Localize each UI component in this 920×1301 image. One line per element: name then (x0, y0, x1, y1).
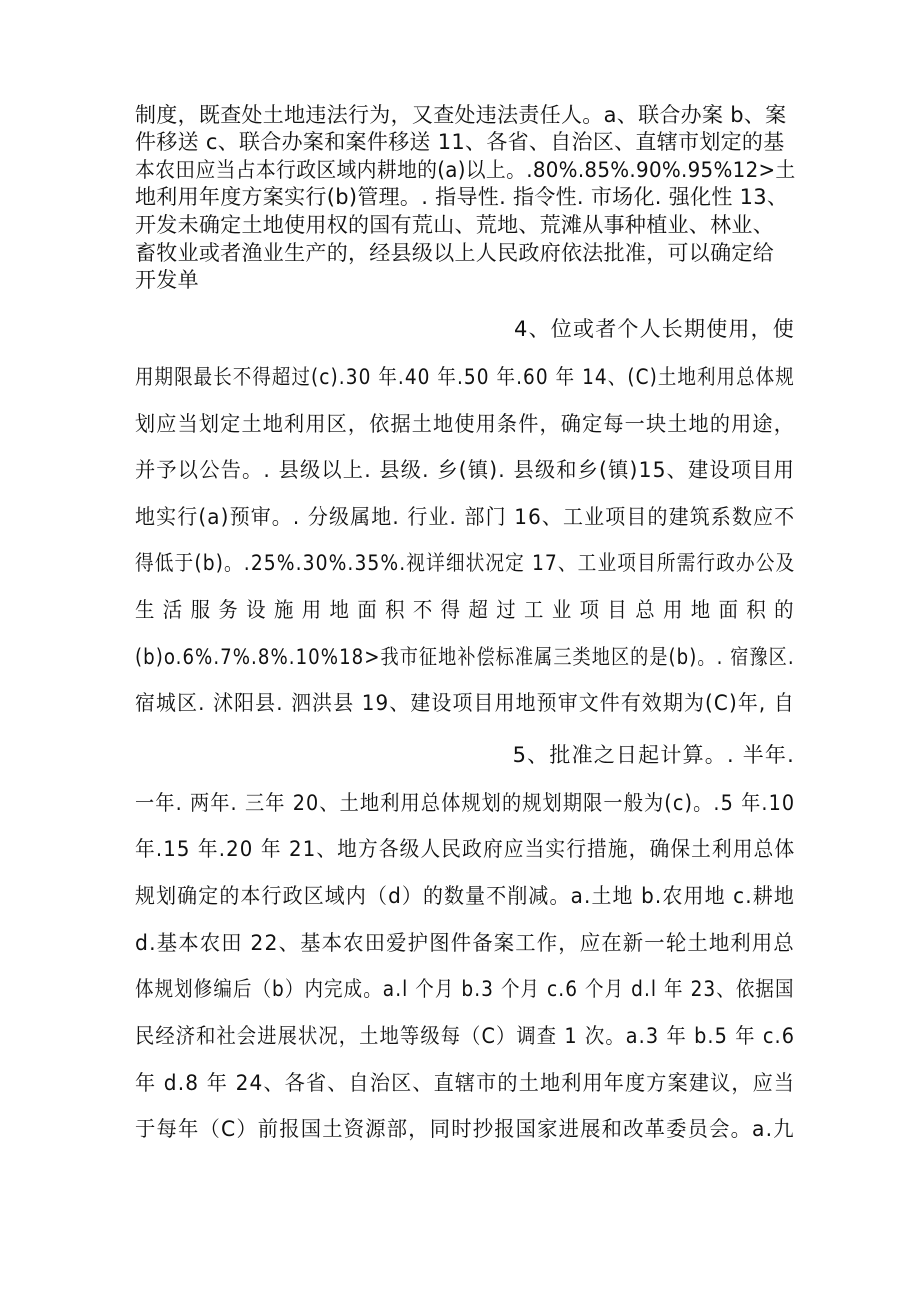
text-line: 年.15 年.20 年 21、地方各级人民政府应当实行措施，确保土利用总体 (135, 837, 796, 861)
text-line: 畜牧业或者渔业生产的，经县级以上人民政府依法批准，可以确定给 (135, 241, 774, 265)
text-line: 制度，既查处土地违法行为，又查处违法责任人。a、联合办案 b、案 (135, 103, 787, 127)
text-line: 宿城区. 沭阳县. 泗洪县 19、建设项目用地预审文件有效期为(C)年, 自 (135, 691, 795, 715)
text-line: 于每年（C）前报国土资源部，同时抄报国家进展和改革委员会。a.九 (135, 1117, 795, 1141)
page-continuation-5: 5、批准之日起计算。. 半年. (512, 743, 795, 767)
text-line: 生 活 服 务 设 施 用 地 面 积 不 得 超 过 工 业 项 目 总 用 地 面 积 的 (135, 598, 795, 622)
page-continuation-4: 4、位或者个人长期使用，使 (514, 317, 795, 341)
text-line: 得低于(b)。.25%.30%.35%.视详细状况定 17、工业项目所需行政办公及 (135, 551, 796, 575)
text-line: 本农田应当占本行政区域内耕地的(a)以上。.80%.85%.90%.95%12>土 (135, 158, 796, 182)
text-line: 一年. 两年. 三年 20、土地利用总体规划的规划期限一般为(c)。.5 年.10 (135, 791, 796, 815)
text-line: 用期限最长不得超过(c).30 年.40 年.50 年.60 年 14、(C)土地利用总体规 (135, 365, 795, 389)
text-line: d.基本农田 22、基本农田爱护图件备案工作，应在新一轮土地利用总 (135, 931, 795, 955)
text-line: 规划确定的本行政区域内（d）的数量不削减。a.土地 b.农用地 c.耕地 (135, 884, 795, 908)
text-line: (b)o.6%.7%.8%.10%18>我市征地补偿标准属三类地区的是(b)。. 宿豫区. (135, 645, 795, 669)
text-line: 地实行(a)预审。. 分级属地. 行业. 部门 16、工业项目的建筑系数应不 (135, 505, 796, 529)
text-line: 开发未确定土地使用权的国有荒山、荒地、荒滩从事种植业、林业、 (135, 213, 774, 237)
text-line: 并予以公告。. 县级以上. 县级. 乡(镇). 县级和乡(镇)15、建设项目用 (135, 458, 796, 482)
text-line: 件移送 c、联合办案和案件移送 11、各省、自治区、直辖市划定的基 (135, 130, 785, 154)
text-line: 开发单 (135, 268, 199, 292)
text-line: 地利用年度方案实行(b)管理。. 指导性. 指令性. 市场化. 强化性 13、 (135, 185, 789, 209)
text-line: 年 d.8 年 24、各省、自治区、直辖市的土地利用年度方案建议，应当 (135, 1071, 796, 1095)
text-line: 体规划修编后（b）内完成。a.l 个月 b.3 个月 c.6 个月 d.l 年 23、依据国 (135, 977, 795, 1001)
text-line: 划应当划定土地利用区，依据土地使用条件，确定每一块土地的用途， (135, 412, 795, 436)
text-line: 民经济和社会进展状况，土地等级每（C）调查 1 次。a.3 年 b.5 年 c.6 (135, 1024, 796, 1048)
